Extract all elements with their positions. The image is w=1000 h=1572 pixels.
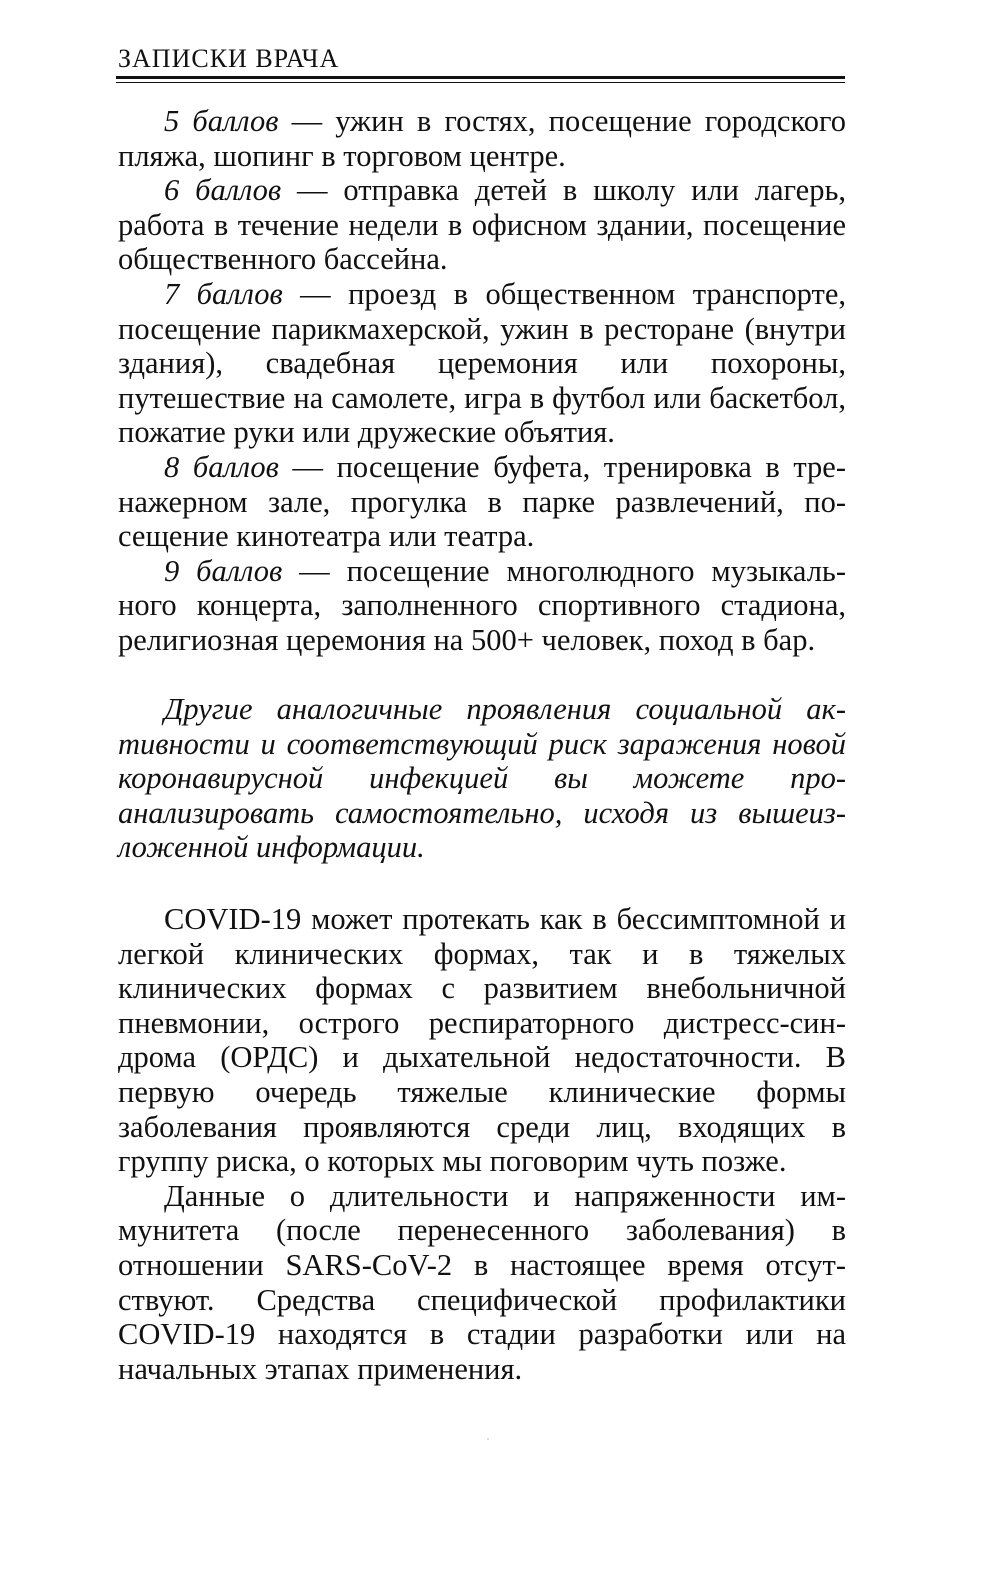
risk-score-9: 9 баллов <box>164 553 283 588</box>
risk-text-8: — посещение буфета, тренировка в тренажерном зале, прогулка в парке развлечений, посещение кинотеатра или театра. <box>118 449 846 554</box>
risk-text-7: — проезд в общественном транспорте, посещение парикмахерской, ужин в ресторане (внутри здания), свадебная церемония или похороны, путешествие на самолете, игра в футбол или баскетбол, пожатие руки или дружеские объятия. <box>118 276 846 450</box>
risk-scale-list <box>118 104 846 658</box>
running-head: ЗАПИСКИ ВРАЧА <box>118 44 340 73</box>
note-paragraph: Другие аналогичные проявления социальной активности и соответствующий риск заражения новой коронавирусной инфекцией вы можете проанализировать самостоятельно, исходя из вышеизложенной информации. <box>118 692 846 865</box>
risk-item-9 <box>118 554 846 658</box>
covid-paragraph-forms: COVID-19 может протекать как в бессимптомной и легкой клинических формах, так и в тяжелых клинических формах с развитием внебольничной пневмонии, острого респираторного дистресс-синдрома (ОРДС) и дыхательной недостаточности. В первую очередь тяжелые клинические формы заболевания проявляются среди лиц, входящих в группу риска, о которых мы поговорим чуть позже. <box>118 902 846 1179</box>
covid-section <box>118 902 846 1386</box>
risk-score-8: 8 баллов <box>164 449 279 484</box>
risk-text-5: — ужин в гостях, посещение городского пляжа, шопинг в торговом центре. <box>118 104 846 173</box>
risk-score-5: 5 баллов <box>164 104 279 138</box>
risk-text-6: — отправка детей в школу или лагерь, работа в течение недели в офисном здании, посещение общественного бассейна. <box>118 173 846 277</box>
risk-text-9: — посещение многолюдного музыкального концерта, заполненного спортивного стадиона, религиозная церемония на 500+ человек, поход в бар. <box>118 553 846 657</box>
risk-score-7: 7 баллов <box>164 276 283 311</box>
risk-score-6: 6 баллов <box>164 173 282 208</box>
header-rule-thick <box>116 76 845 79</box>
risk-item-7 <box>118 277 846 450</box>
print-speck <box>487 1438 489 1440</box>
risk-item-6 <box>118 173 846 277</box>
risk-item-5 <box>118 104 846 173</box>
risk-item-8 <box>118 450 846 554</box>
covid-paragraph-immunity: Данные о длительности и напряженности иммунитета (после перенесенного заболевания) в отношении SARS-CoV-2 в настоящее время отсутствуют. Средства специфической профилактики COVID-19 находятся в стадии разработки или на начальных этапах применения. <box>118 1178 846 1386</box>
italic-note <box>118 692 846 865</box>
header-rule-thin <box>116 82 845 83</box>
